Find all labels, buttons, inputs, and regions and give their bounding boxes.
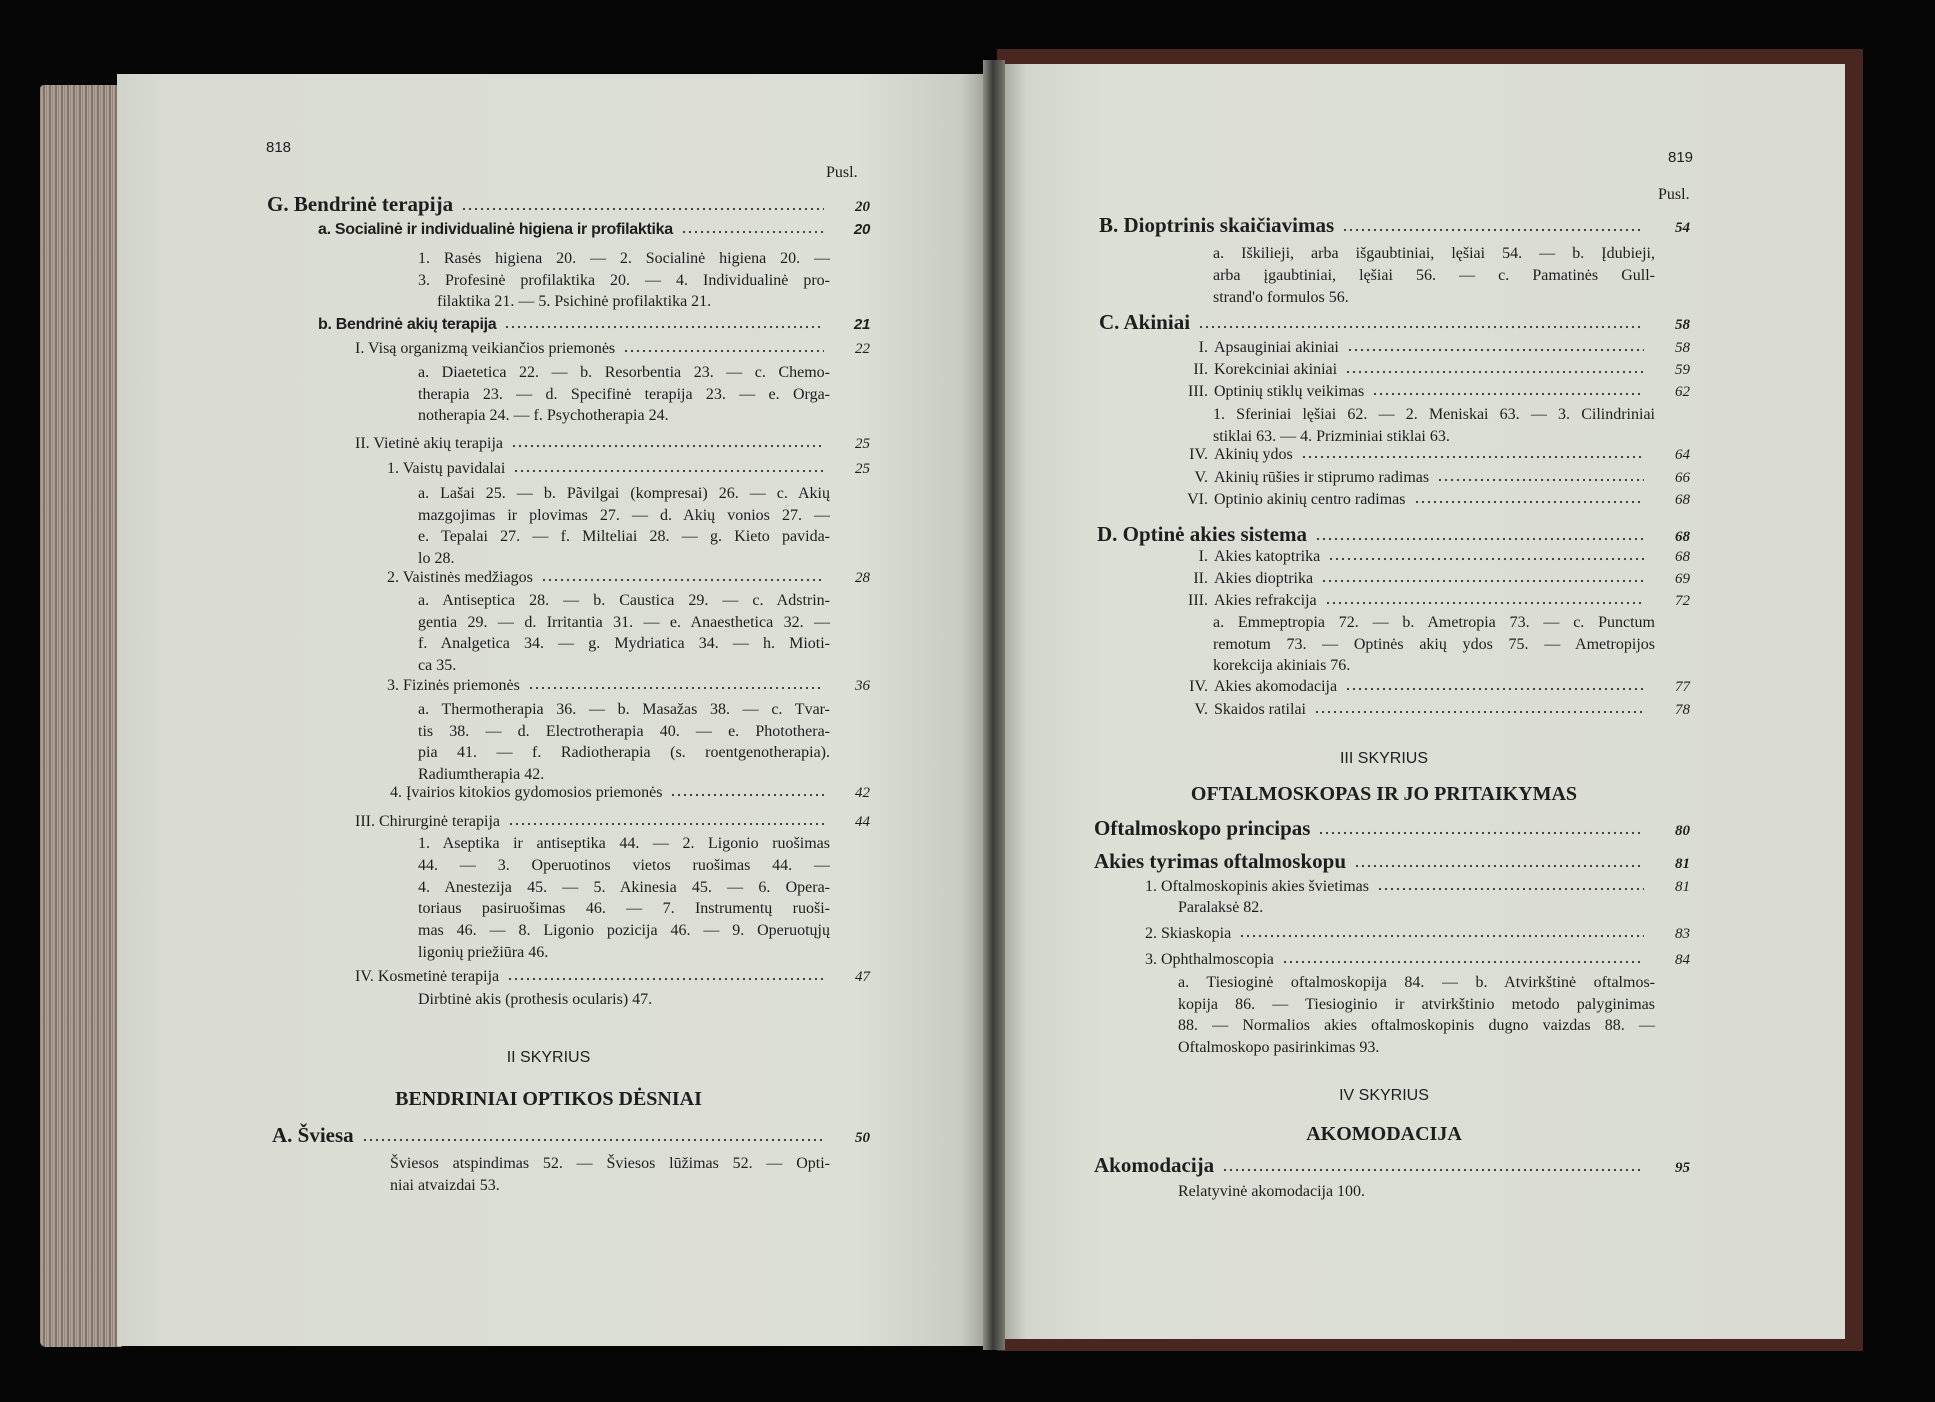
toc-entry [318,219,870,241]
toc-subitems [418,248,830,313]
dot-leader [511,444,824,448]
text-line: Paralaksė 82. [1178,899,1264,916]
text-line: mas 46. — 8. Ligonio pozicija 46. — 9. Operuotųjų [418,922,830,940]
text-line: kopija 86. — Tiesioginio ir atvirkštinio metodo palyginimas [1178,995,1655,1013]
dot-leader [623,349,824,353]
toc-page: 22 [855,341,870,357]
text-line: a. Diaetetica 22. — b. Resorbentia 23. — c. Chemo- [418,364,830,381]
dot-leader [1354,864,1644,868]
toc-subitems [418,699,830,785]
toc-entry [1094,850,1690,872]
dot-leader [362,1138,824,1142]
toc-page: 66 [1675,470,1690,486]
toc-title: G. Bendrinė terapija [267,192,454,216]
chapter-title: OFTALMOSKOPAS IR JO PRITAIKYMAS [1190,783,1578,805]
toc-title: Akinių ydos [1214,446,1293,463]
text-line: 1. Sferiniai lęšiai 62. — 2. Meniskai 63. — 3. Cilindriniai [1213,406,1655,423]
toc-page: 44 [855,814,870,830]
toc-subitems [390,1153,830,1196]
text-line: remotum 73. — Optinės akių ydos 75. — Ametropijos [1213,635,1655,653]
dot-leader [528,686,824,690]
text-line: Oftalmoskopo pasirinkimas 93. [1178,1038,1380,1056]
page-number: 818 [266,139,292,156]
toc-entry [1150,676,1690,698]
toc-entry [1097,523,1690,545]
toc-entry [1150,444,1690,466]
toc-title: Skaidos ratilai [1214,701,1306,718]
text-line: pia 41. — f. Radiotherapia (s. roentgenotherapia). [418,744,830,762]
toc-title: Optinių stiklų veikimas [1214,383,1365,400]
toc-entry [1145,876,1690,898]
toc-subitems [418,362,830,427]
text-line: 88. — Normalios akies oftalmoskopinis dugno vaizdas 88. — [1178,1017,1655,1035]
toc-entry [1145,923,1690,945]
toc-title: Akies tyrimas oftalmoskopu [1094,849,1347,873]
dot-leader [504,325,824,329]
toc-title: Akies katoptrika [1214,548,1321,565]
toc-entry [1094,817,1690,839]
dot-leader [1239,934,1644,938]
toc-numeral: III. [1188,383,1208,400]
book-spine [983,60,1005,1350]
toc-subitems [418,483,830,569]
page-number: 819 [1668,149,1694,166]
text-line: a. Antiseptica 28. — b. Caustica 29. — c. Adstrin- [418,592,830,609]
toc-page: 36 [855,678,870,694]
toc-numeral: II. [1193,570,1208,587]
toc-entry [1150,467,1690,489]
dot-leader [541,578,824,582]
text-line: niai atvaizdai 53. [390,1176,500,1194]
toc-numeral: III. [1188,592,1208,609]
text-line: ca 35. [418,656,457,674]
toc-subitems [1178,897,1655,919]
text-line: a. Iškilieji, arba išgaubtiniai, lęšiai 54. — b. Įdubieji, [1213,245,1655,262]
toc-page: 42 [855,785,870,801]
text-line: notherapia 24. — f. Psychotherapia 24. [418,407,669,425]
dot-leader [670,793,824,797]
toc-entry [1150,546,1690,568]
toc-entry [267,193,870,215]
toc-numeral: V. [1194,701,1208,718]
toc-numeral: IV. [1189,446,1208,463]
dot-leader [1325,601,1644,605]
dot-leader [461,207,824,211]
toc-page: 59 [1675,362,1690,378]
toc-entry [1150,359,1690,381]
dot-leader [1345,370,1644,374]
chapter-label: II SKYRIUS [506,1049,591,1066]
toc-entry [1094,1154,1690,1176]
toc-entry [1145,949,1690,971]
text-line: therapia 23. — d. Specifinė terapija 23. — e. Orga- [418,385,830,403]
toc-title: II. Vietinė akių terapija [355,435,504,452]
page-column-label: Pusl. [826,164,858,181]
dot-leader [1282,960,1644,964]
toc-title: A. Šviesa [272,1123,354,1147]
text-line: a. Emmeptropia 72. — b. Ametropia 73. — c. Punctum [1213,614,1655,631]
toc-page: 68 [1675,529,1690,545]
toc-numeral: V. [1194,469,1208,486]
dot-leader [508,822,824,826]
dot-leader [1347,348,1644,352]
text-line: 4. Anestezija 45. — 5. Akinesia 45. — 6. Opera- [418,878,830,896]
toc-title: Apsauginiai akiniai [1214,339,1339,356]
toc-title: 2. Vaistinės medžiagos [387,569,533,586]
toc-title: 4. Įvairios kitokios gydomosios priemonės [390,784,663,801]
toc-title: 3. Ophthalmoscopia [1145,951,1274,968]
toc-title: 2. Skiaskopia [1145,925,1232,942]
chapter-title: BENDRINIAI OPTIKOS DĖSNIAI [395,1088,702,1110]
toc-page: 47 [855,969,870,985]
text-line: 44. — 3. Operuotinos vietos ruošimas 44. — [418,856,830,874]
toc-page: 20 [855,199,870,215]
toc-page: 50 [855,1130,870,1146]
chapter-label: IV SKYRIUS [1339,1087,1429,1104]
text-line: Šviesos atspindimas 52. — Šviesos lūžimas 52. — Opti- [390,1155,830,1172]
toc-entry [387,567,870,589]
toc-entry [355,433,870,455]
toc-page: 84 [1675,952,1690,968]
toc-page: 25 [855,436,870,452]
chapter-label: III SKYRIUS [1339,750,1429,767]
toc-page: 80 [1675,823,1690,839]
toc-page: 81 [1675,879,1690,895]
toc-entry [1150,381,1690,403]
toc-entry [1099,214,1690,236]
toc-entry [355,811,870,833]
text-line: a. Thermotherapia 36. — b. Masažas 38. — c. Tvar- [418,701,830,718]
toc-subitems [1178,1181,1655,1203]
toc-entry [1150,590,1690,612]
text-line: 1. Aseptika ir antiseptika 44. — 2. Ligonio ruošimas [418,835,830,852]
toc-entry [272,1124,870,1146]
dot-leader [1301,455,1644,459]
toc-title: Akies refrakcija [1214,592,1317,609]
toc-page: 20 [853,221,870,238]
toc-title: 1. Vaistų pavidalai [387,460,506,477]
toc-numeral: IV. [1189,678,1208,695]
toc-entry [1150,699,1690,721]
toc-page: 69 [1675,571,1690,587]
toc-entry [1099,311,1690,333]
toc-numeral: II. [1193,361,1208,378]
page-column-label: Pusl. [1658,186,1690,203]
toc-page: 54 [1675,220,1690,236]
toc-title: Korekciniai akiniai [1214,361,1338,378]
toc-numeral: VI. [1187,491,1208,508]
toc-title: IV. Kosmetinė terapija [355,968,500,985]
dot-leader [1345,687,1644,691]
toc-title: Oftalmoskopo principas [1094,816,1311,840]
toc-entry [355,966,870,988]
toc-title: Akies akomodacija [1214,678,1338,695]
toc-title: III. Chirurginė terapija [355,813,500,830]
text-line: a. Lašai 25. — b. Pãvilgai (kompresai) 26. — c. Akių [418,485,830,502]
text-line: arba įgaubtiniai, lęšiai 56. — c. Pamatinės Gull- [1213,267,1655,284]
text-line: e. Tepalai 27. — f. Milteliai 28. — g. Kieto pavida- [418,528,830,546]
text-line: 1. Rasės higiena 20. — 2. Socialinė higiena 20. — [418,250,830,267]
text-line: toriaus pasiruošimas 46. — 7. Instrumentų ruoši- [418,900,830,918]
toc-title: C. Akiniai [1099,310,1191,334]
dot-leader [1315,537,1644,541]
text-line: Relatyvinė akomodacija 100. [1178,1183,1366,1200]
toc-page: 62 [1675,384,1690,400]
toc-entry [355,338,870,360]
text-line: ligonių priežiūra 46. [418,943,549,961]
text-line: lo 28. [418,549,455,567]
toc-subitems [1213,612,1655,677]
toc-entry [387,675,870,697]
toc-page: 81 [1675,856,1690,872]
toc-page: 78 [1675,702,1690,718]
toc-subitems [1213,404,1655,447]
dot-leader [1437,478,1644,482]
toc-page: 28 [855,570,870,586]
toc-title: B. Dioptrinis skaičiavimas [1099,213,1335,237]
toc-page: 68 [1675,549,1690,565]
toc-subitems [418,833,830,964]
dot-leader [1342,228,1644,232]
text-line: filaktika 21. — 5. Psichinė profilaktika 21. [437,293,712,311]
toc-page: 58 [1675,317,1690,333]
text-line: Dirbtinė akis (prothesis ocularis) 47. [418,991,653,1008]
dot-leader [1377,887,1644,891]
toc-page: 95 [1675,1160,1690,1176]
toc-subitems [1178,972,1655,1058]
toc-title: b. Bendrinė akių terapija [318,316,497,333]
toc-entry [387,458,870,480]
text-line: mazgojimas ir plovimas 27. — d. Akių vonios 27. — [418,506,830,524]
toc-title: 1. Oftalmoskopinis akies švietimas [1145,878,1369,895]
dot-leader [1372,392,1644,396]
toc-title: a. Socialinė ir individualinė higiena ir profilaktika [318,221,673,238]
chapter-title: AKOMODACIJA [1306,1123,1462,1145]
text-line: a. Tiesioginė oftalmoskopija 84. — b. Atvirkštinė oftalmos- [1178,974,1655,991]
toc-subitems [1213,243,1655,309]
text-line: f. Analgetica 34. — g. Mydriatica 34. — h. Mioti- [418,635,830,653]
toc-page: 21 [853,316,870,333]
text-line: 3. Profesinė profilaktika 20. — 4. Individualinė pro- [418,271,830,289]
toc-entry [318,314,870,336]
toc-subitems [418,590,830,676]
toc-numeral: I. [1198,548,1208,565]
toc-page: 25 [855,461,870,477]
page-block-edges [40,85,122,1347]
dot-leader [1328,557,1644,561]
dot-leader [1222,1168,1644,1172]
dot-leader [1314,710,1644,714]
text-line: gentia 29. — d. Irritantia 31. — e. Anaesthetica 32. — [418,613,830,631]
toc-title: Akomodacija [1094,1153,1215,1177]
toc-page: 58 [1675,340,1690,356]
dot-leader [1318,831,1644,835]
toc-entry [390,782,870,804]
dot-leader [681,230,824,234]
toc-title: Optinio akinių centro radimas [1214,491,1406,508]
text-line: tis 38. — d. Electrotherapia 40. — e. Photothera- [418,722,830,740]
toc-page: 64 [1675,447,1690,463]
toc-entry [1150,489,1690,511]
toc-page: 83 [1675,926,1690,942]
toc-subitems [418,989,830,1011]
toc-title: Akies dioptrika [1214,570,1314,587]
text-line: Radiumtherapia 42. [418,765,545,783]
toc-page: 68 [1675,492,1690,508]
toc-title: Akinių rūšies ir stiprumo radimas [1214,469,1430,486]
toc-entry [1150,337,1690,359]
toc-title: D. Optinė akies sistema [1097,522,1307,546]
toc-page: 77 [1675,679,1690,695]
dot-leader [507,977,824,981]
text-line: korekcija akiniais 76. [1213,657,1351,675]
text-line: stiklai 63. — 4. Prizminiai stiklai 63. [1213,427,1450,445]
text-line: strand'o formulos 56. [1213,289,1349,306]
toc-title: 3. Fizinės priemonės [387,677,520,694]
toc-page: 72 [1675,593,1690,609]
dot-leader [1198,325,1644,329]
dot-leader [1414,500,1644,504]
dot-leader [1321,579,1644,583]
toc-entry [1150,568,1690,590]
toc-numeral: I. [1198,339,1208,356]
dot-leader [513,469,824,473]
toc-title: I. Visą organizmą veikiančios priemonės [355,340,616,357]
